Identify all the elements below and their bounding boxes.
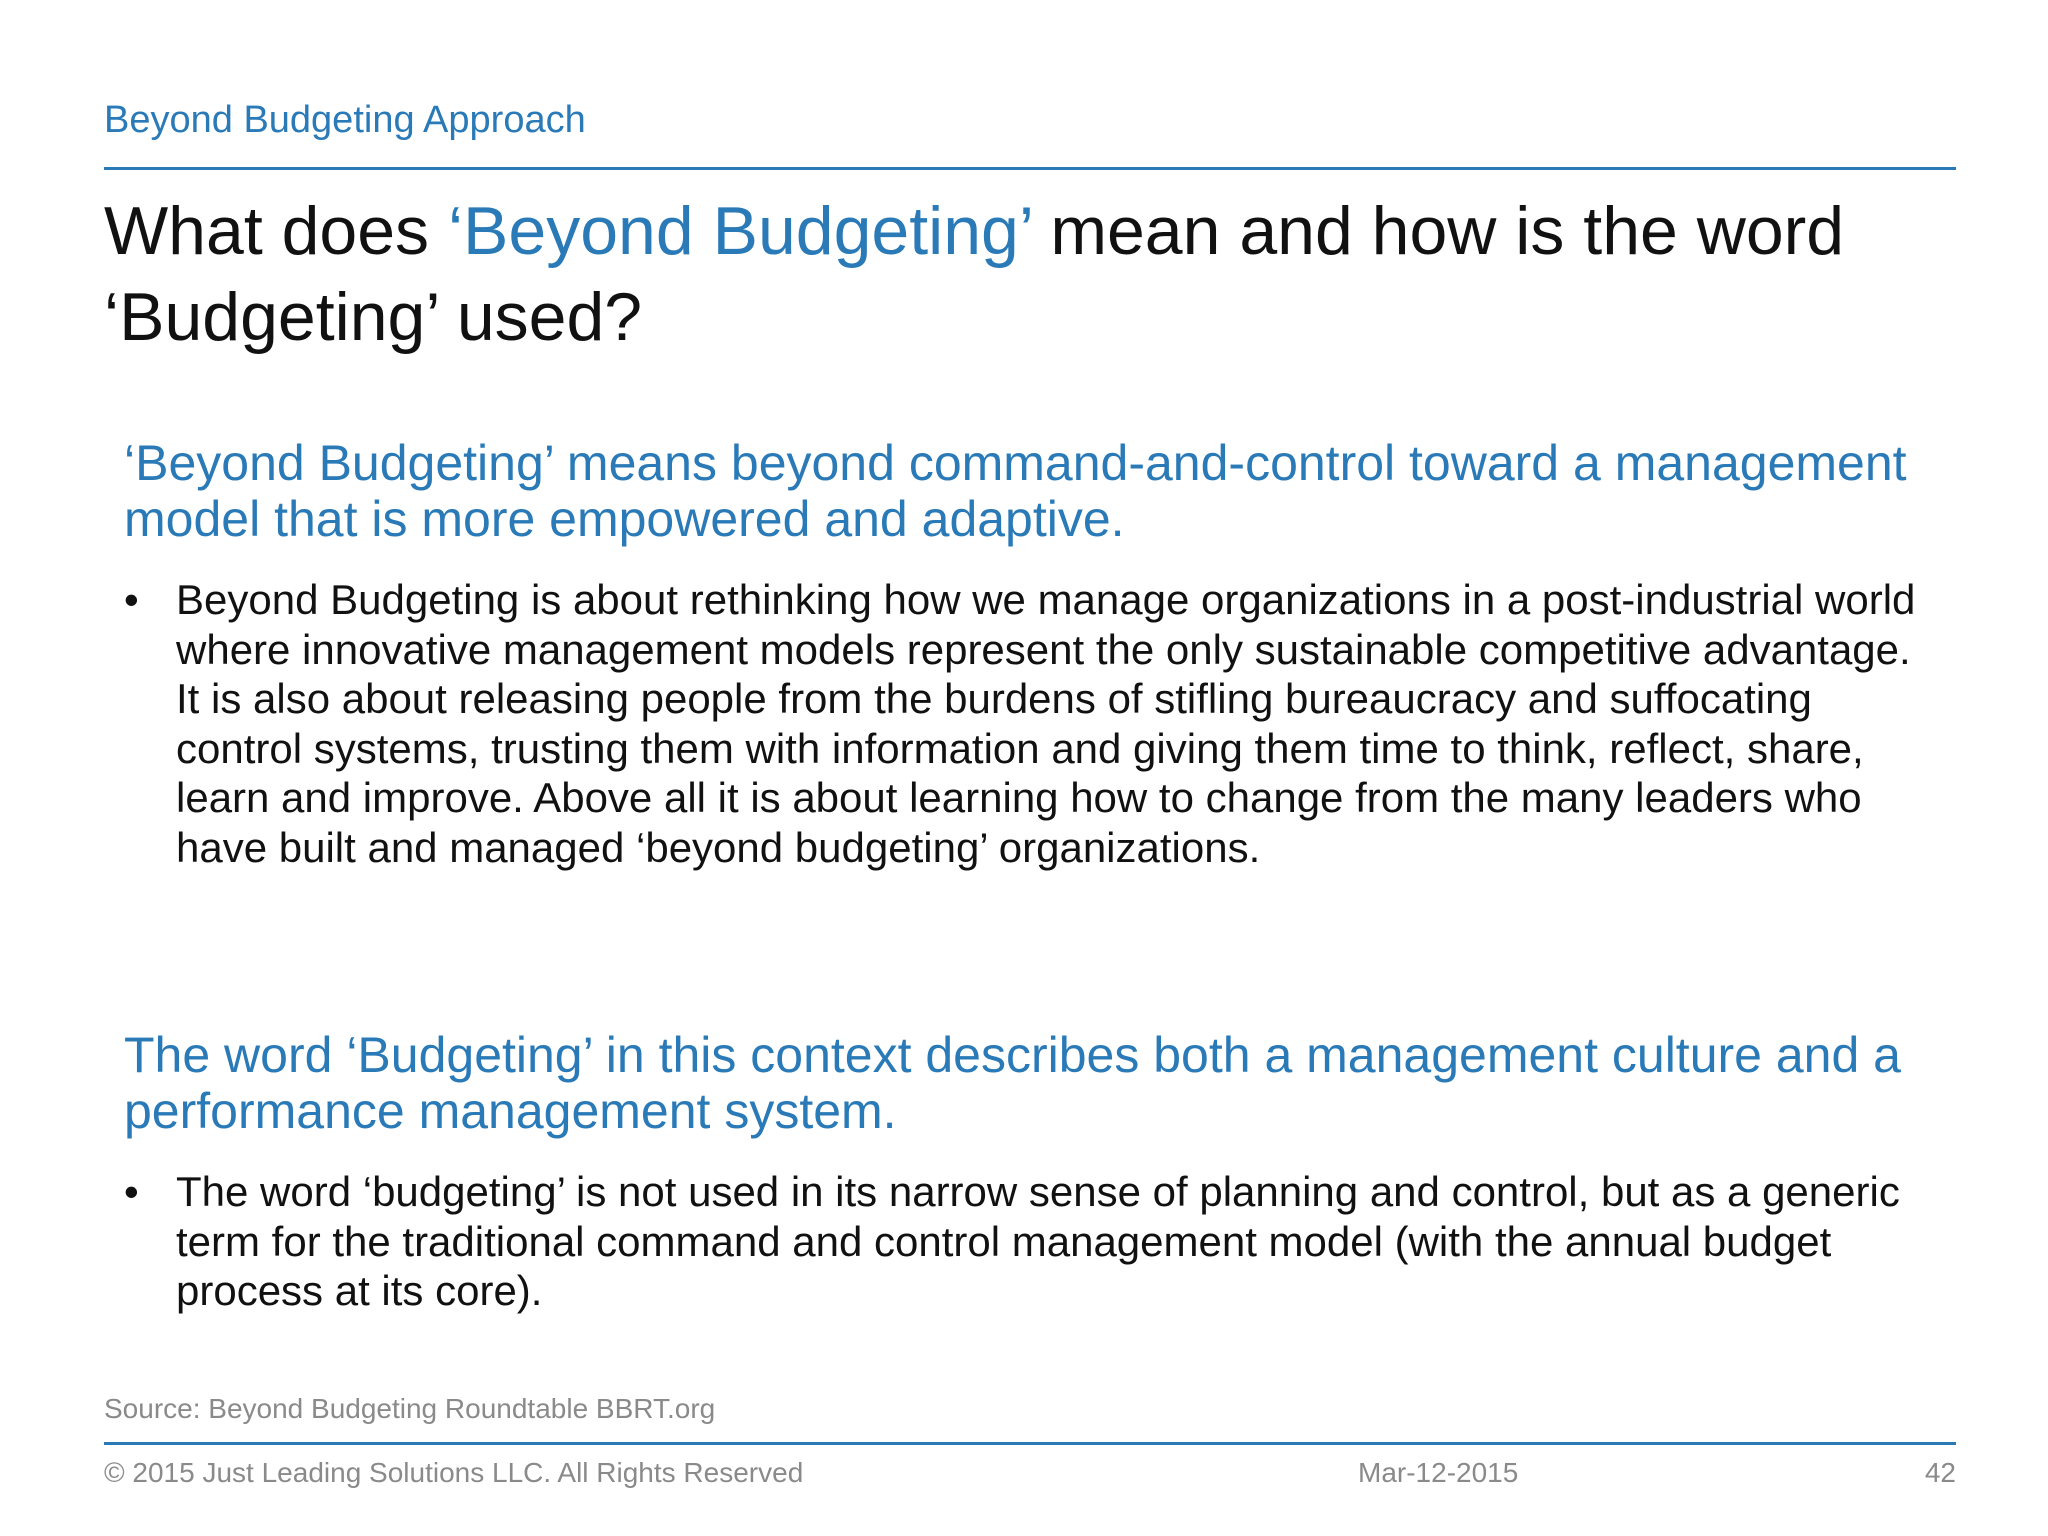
title-part-2: mean and how is the word ‘Budgeting’ used?	[104, 193, 1845, 355]
section-2-heading: The word ‘Budgeting’ in this context describes both a management culture and a performance management system.	[124, 1027, 1901, 1139]
title-accent: ‘Beyond Budgeting’	[447, 193, 1032, 269]
section-1-bullet-text: Beyond Budgeting is about rethinking how we manage organizations in a post-industrial world where innovative management models represent the only sustainable competitive advantage. It is also about releasing people from the burdens of stifling bureaucracy and suffocating control systems, trusting them with information and giving them time to think, reflect, share, learn and improve. Above all it is about learning how to change from the many leaders who have built and managed ‘beyond budgeting’ organizations.	[176, 576, 1916, 871]
footer-divider	[104, 1442, 1956, 1445]
section-2-bullet	[124, 1167, 1934, 1316]
bullet-dot: •	[124, 1168, 139, 1215]
footer-date: Mar-12-2015	[1358, 1457, 1519, 1488]
header-divider	[104, 167, 1956, 170]
page-number: 42	[1924, 1457, 1956, 1488]
source-note: Source: Beyond Budgeting Roundtable BBRT.org	[104, 1393, 716, 1424]
section-2-bullet-text: The word ‘budgeting’ is not used in its narrow sense of planning and control, but as a generic term for the traditional command and control management model (with the annual budget process at its core).	[176, 1168, 1900, 1314]
footer-copyright: © 2015 Just Leading Solutions LLC. All Rights Reserved	[104, 1457, 804, 1488]
title-part-1: What does	[104, 193, 448, 269]
section-label: Beyond Budgeting Approach	[104, 99, 586, 141]
bullet-dot: •	[124, 576, 139, 623]
section-1-heading: ‘Beyond Budgeting’ means beyond command-and-control toward a management model that is more empowered and adaptive.	[124, 435, 1907, 547]
slide-title	[104, 188, 1964, 360]
section-1-bullet	[124, 575, 1934, 872]
